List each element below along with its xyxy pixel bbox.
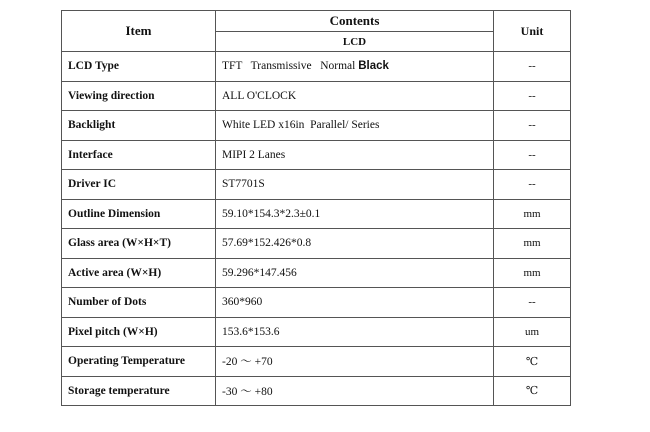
table-row	[62, 140, 571, 170]
row-unit: mm	[494, 199, 571, 229]
row-item: Active area (W×H)	[62, 258, 216, 288]
row-item: Interface	[62, 140, 216, 170]
row-content: 360*960	[216, 288, 494, 318]
contents-header: Contents	[216, 11, 494, 32]
row-content: 59.296*147.456	[216, 258, 494, 288]
row-content: White LED x16in Parallel/ Series	[216, 111, 494, 141]
table-header-row	[62, 11, 571, 32]
table-row	[62, 258, 571, 288]
row-unit: --	[494, 81, 571, 111]
row-item: LCD Type	[62, 52, 216, 82]
row-unit: ℃	[494, 376, 571, 406]
table-row	[62, 376, 571, 406]
row-content: -30 ～ +80	[216, 376, 494, 406]
row-content	[216, 52, 494, 82]
row-item: Operating Temperature	[62, 347, 216, 377]
row-item: Pixel pitch (W×H)	[62, 317, 216, 347]
row-content-bold: Black	[358, 60, 389, 73]
row-content: -20 ～ +70	[216, 347, 494, 377]
item-header: Item	[62, 11, 216, 52]
row-unit: --	[494, 111, 571, 141]
row-unit: --	[494, 140, 571, 170]
row-content: 59.10*154.3*2.3±0.1	[216, 199, 494, 229]
row-unit: mm	[494, 258, 571, 288]
row-item: Backlight	[62, 111, 216, 141]
row-unit: --	[494, 288, 571, 318]
row-item: Storage temperature	[62, 376, 216, 406]
unit-header: Unit	[494, 11, 571, 52]
row-content: 57.69*152.426*0.8	[216, 229, 494, 259]
table-row	[62, 52, 571, 82]
row-content: 153.6*153.6	[216, 317, 494, 347]
row-item: Outline Dimension	[62, 199, 216, 229]
row-unit: ℃	[494, 347, 571, 377]
table-row	[62, 111, 571, 141]
row-content: ST7701S	[216, 170, 494, 200]
table-row	[62, 170, 571, 200]
row-content-text: TFT Transmissive Normal	[222, 60, 359, 73]
table-row	[62, 199, 571, 229]
row-item: Viewing direction	[62, 81, 216, 111]
table-row	[62, 288, 571, 318]
row-unit: --	[494, 52, 571, 82]
row-unit: --	[494, 170, 571, 200]
table-row	[62, 317, 571, 347]
lcd-subheader: LCD	[216, 32, 494, 52]
row-unit: mm	[494, 229, 571, 259]
table-row	[62, 229, 571, 259]
row-content: ALL O'CLOCK	[216, 81, 494, 111]
row-item: Glass area (W×H×T)	[62, 229, 216, 259]
spec-table	[61, 10, 571, 406]
row-item: Driver IC	[62, 170, 216, 200]
table-row	[62, 81, 571, 111]
row-unit: um	[494, 317, 571, 347]
table-row	[62, 347, 571, 377]
row-content: MIPI 2 Lanes	[216, 140, 494, 170]
row-item: Number of Dots	[62, 288, 216, 318]
